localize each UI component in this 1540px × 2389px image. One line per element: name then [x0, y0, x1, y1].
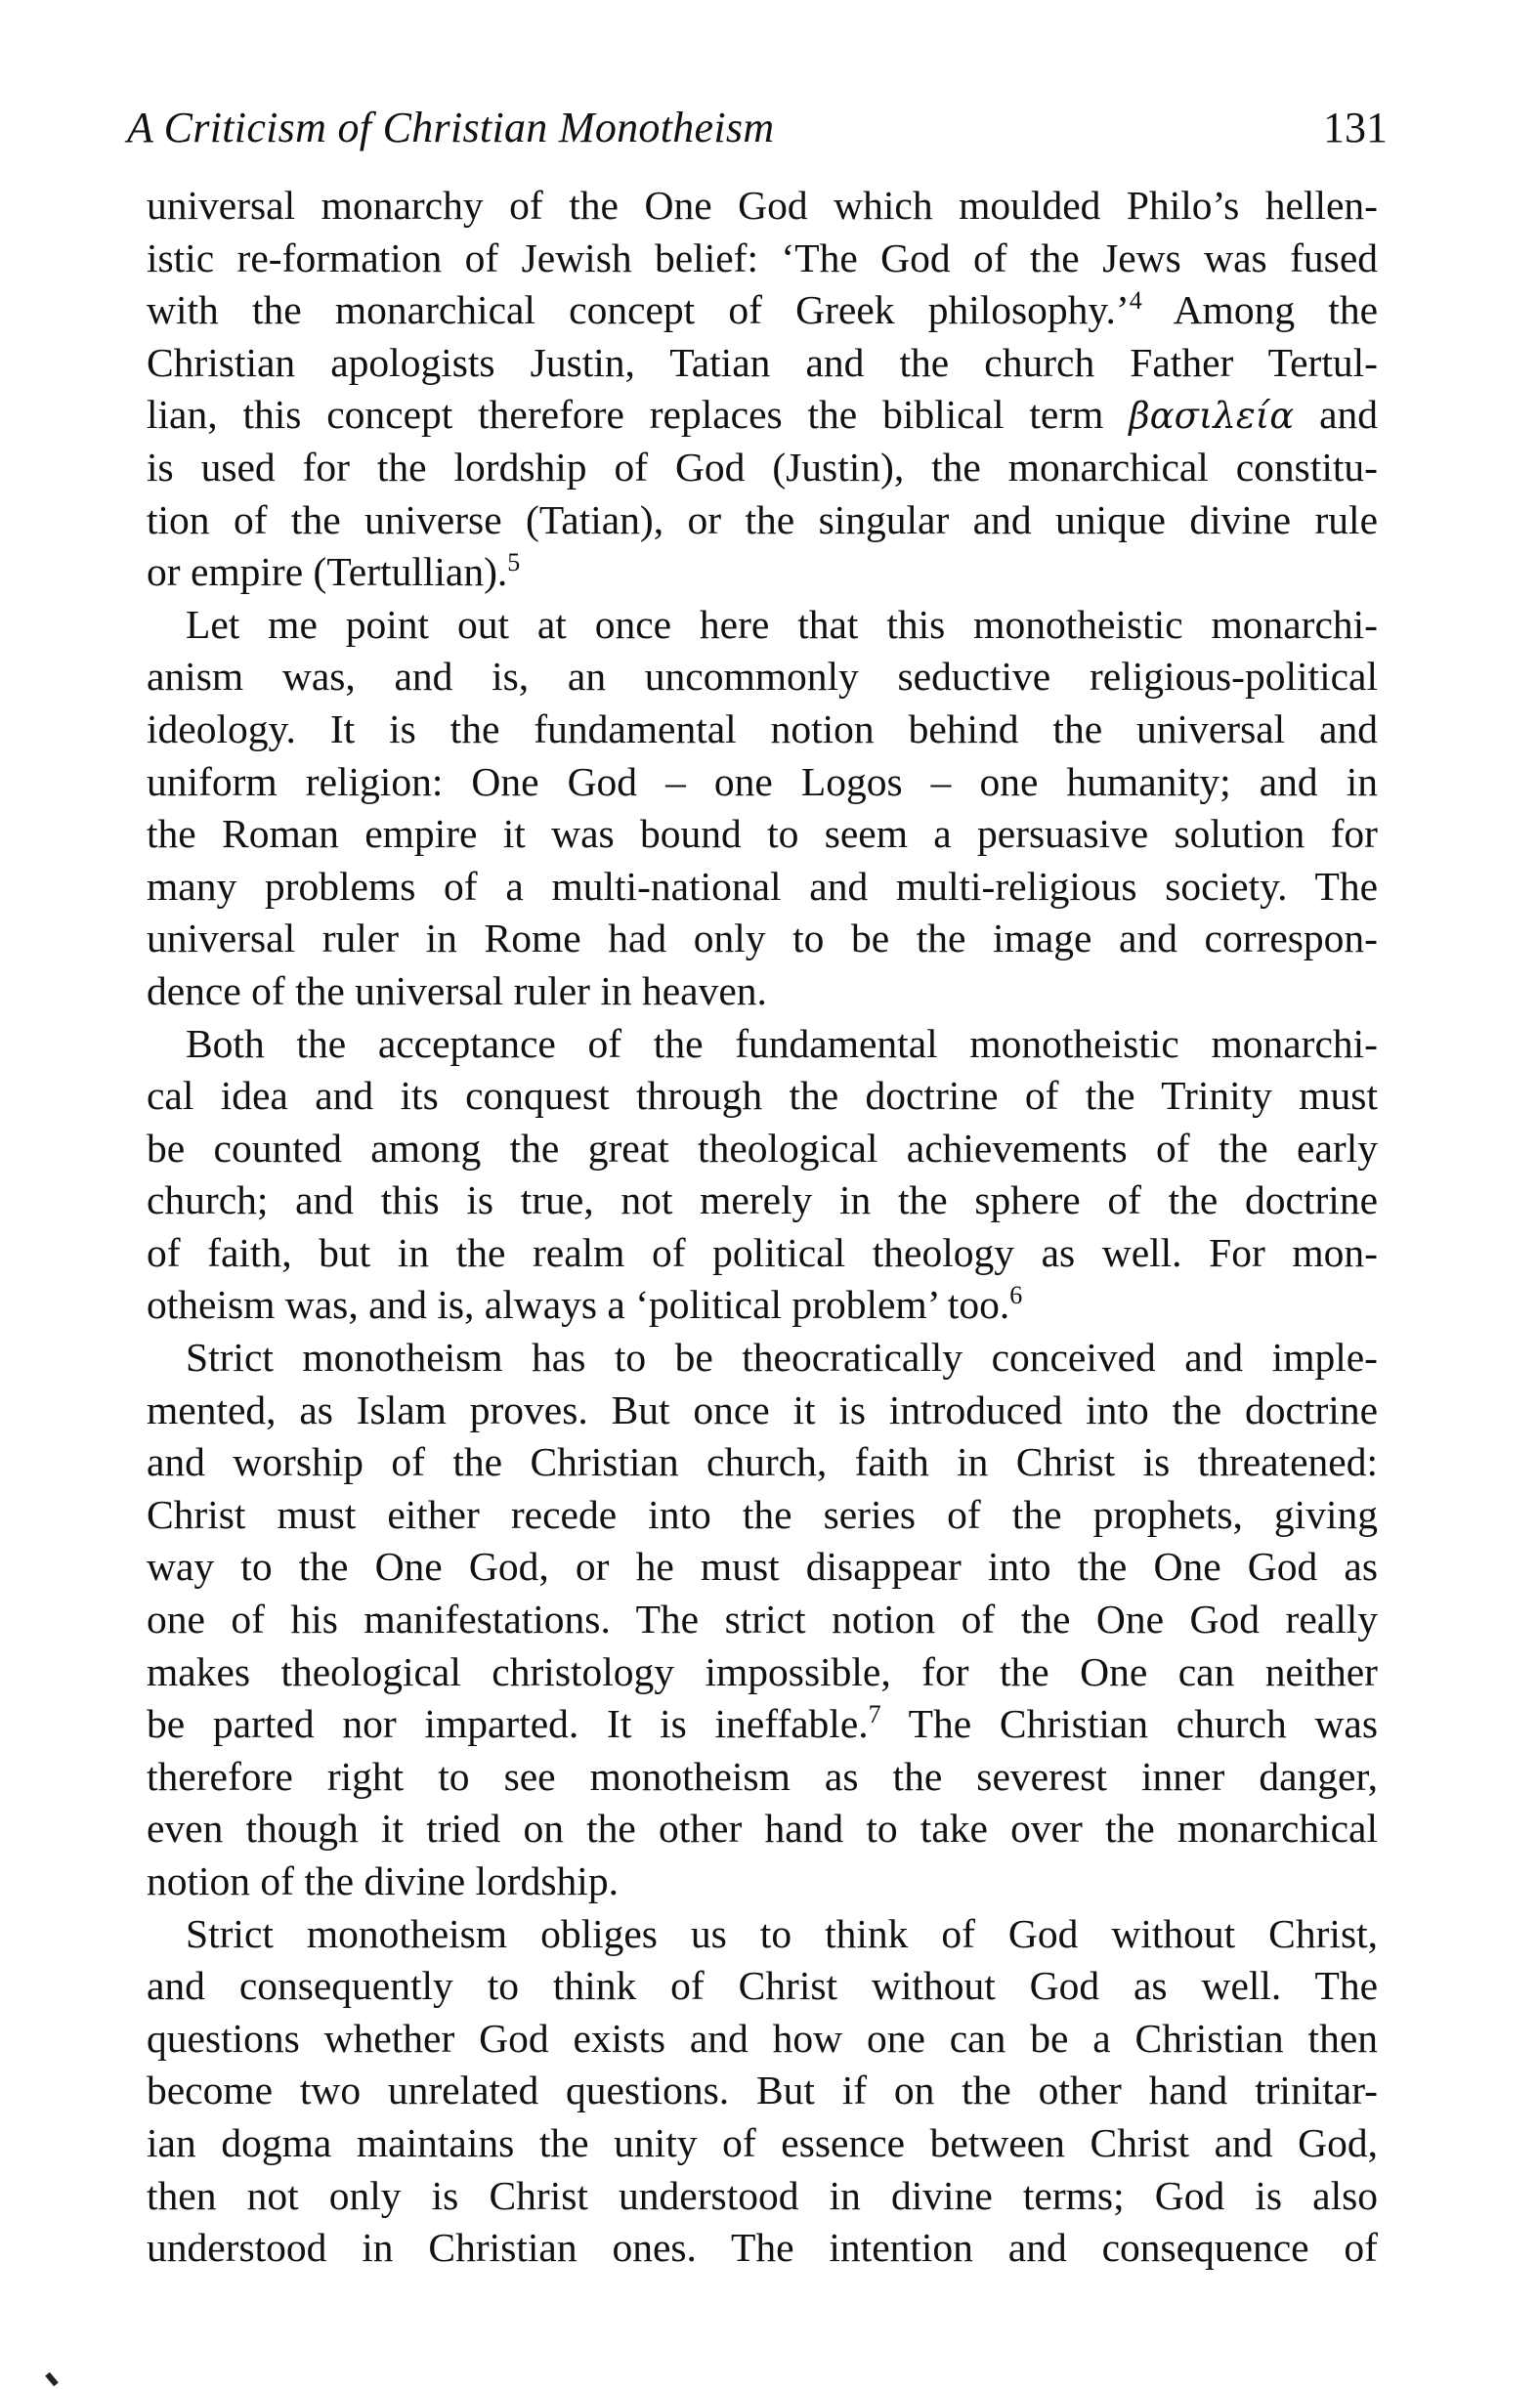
text-line: [147, 1594, 1378, 1646]
text-segment: ian dogma maintains the unity of essence between Christ and God,: [147, 2119, 1378, 2165]
text-line: [147, 651, 1378, 704]
footnote-marker: 4: [1129, 286, 1142, 316]
text-segment: tion of the universe (Tatian), or the singular and unique divine rule: [147, 496, 1378, 542]
text-segment: Strict monotheism has to be theocratically conceived and imple-: [186, 1335, 1378, 1381]
text-segment: dence of the universal ruler in heaven.: [147, 967, 767, 1013]
text-segment: and worship of the Christian church, faith in Christ is threatened:: [147, 1439, 1378, 1485]
text-segment: with the monarchical concept of Greek philosophy.’: [147, 287, 1130, 333]
text-line: [147, 861, 1378, 914]
text-line: [147, 1279, 1378, 1332]
text-line: [147, 1070, 1378, 1123]
text-segment: or empire (Tertullian).: [147, 549, 508, 595]
text-segment: Christian apologists Justin, Tatian and the church Father Tertul-: [147, 339, 1378, 385]
text-line: [147, 1856, 1378, 1908]
text-line: [147, 284, 1378, 337]
text-line: [147, 494, 1378, 547]
text-line: [147, 599, 1378, 652]
footnote-marker: 7: [868, 1700, 881, 1729]
text-segment: many problems of a multi-national and multi-religious society. The: [147, 863, 1378, 909]
text-line: [147, 1227, 1378, 1280]
text-line: [147, 442, 1378, 494]
text-segment: anism was, and is, an uncommonly seductive religious-political: [147, 654, 1378, 700]
text-line: [147, 1751, 1378, 1804]
text-segment: ideology. It is the fundamental notion behind the universal and: [147, 705, 1378, 751]
text-segment: Christ must either recede into the series of the prophets, giving: [147, 1491, 1378, 1537]
paragraph: [147, 1332, 1378, 1908]
text-line: [147, 756, 1378, 809]
text-line: [147, 913, 1378, 965]
text-segment: istic re-formation of Jewish belief: ‘The God of the Jews was fused: [147, 235, 1378, 280]
text-line: [147, 1908, 1378, 1961]
text-segment: way to the One God, or he must disappear into the One God as: [147, 1544, 1378, 1590]
text-segment: notion of the divine lordship.: [147, 1858, 619, 1903]
text-segment: universal monarchy of the One God which moulded Philo’s hellen-: [147, 183, 1378, 228]
text-segment: therefore right to see monotheism as the severest inner danger,: [147, 1753, 1378, 1799]
paragraph: [147, 1908, 1378, 2275]
text-segment: Both the acceptance of the fundamental monotheistic monarchi-: [186, 1020, 1378, 1066]
running-title: A Criticism of Christian Monotheism: [127, 104, 775, 151]
text-segment: otheism was, and is, always a ‘political problem’ too.: [147, 1282, 1010, 1328]
text-segment: lian, this concept therefore replaces the biblical term: [147, 392, 1130, 438]
text-segment: understood in Christian ones. The intention and consequence of: [147, 2225, 1378, 2271]
text-line: [147, 1385, 1378, 1437]
text-line: [147, 337, 1378, 390]
text-line: [147, 2170, 1378, 2223]
text-segment: then not only is Christ understood in divine terms; God is also: [147, 2172, 1378, 2218]
text-line: [147, 233, 1378, 285]
text-line: [147, 1436, 1378, 1489]
paragraph: [147, 180, 1378, 599]
text-segment: mented, as Islam proves. But once it is introduced into the doctrine: [147, 1386, 1378, 1432]
text-line: [147, 1018, 1378, 1071]
text-line: [147, 1698, 1378, 1751]
scan-mark: [45, 2372, 59, 2387]
text-segment: Among the: [1141, 287, 1378, 333]
text-segment: makes theological christology impossible, for the One can neither: [147, 1648, 1378, 1694]
paragraph: [147, 599, 1378, 1018]
greek-term: βασιλεία: [1129, 395, 1295, 438]
text-segment: of faith, but in the realm of political theology as well. For mon-: [147, 1229, 1378, 1275]
text-segment: is used for the lordship of God (Justin), the monarchical constitu-: [147, 444, 1378, 490]
footnote-marker: 5: [507, 548, 521, 577]
text-line: [147, 1960, 1378, 2013]
text-line: [147, 180, 1378, 233]
text-line: [147, 704, 1378, 756]
body-text: [147, 180, 1378, 2275]
text-line: [147, 2065, 1378, 2117]
page-number: 131: [1323, 104, 1388, 151]
text-segment: be counted among the great theological achievements of the early: [147, 1125, 1378, 1171]
text-segment: uniform religion: One God – one Logos – one humanity; and in: [147, 758, 1378, 804]
text-line: [147, 1646, 1378, 1699]
text-line: [147, 546, 1378, 599]
text-segment: The Christian church was: [880, 1701, 1378, 1747]
text-segment: even though it tried on the other hand to take over the monarchical: [147, 1806, 1378, 1852]
text-segment: one of his manifestations. The strict notion of the One God really: [147, 1597, 1378, 1642]
text-segment: be parted nor imparted. It is ineffable.: [147, 1701, 869, 1747]
text-line: [147, 965, 1378, 1018]
text-segment: universal ruler in Rome had only to be the image and correspon-: [147, 916, 1378, 961]
paragraph: [147, 1018, 1378, 1333]
text-segment: church; and this is true, not merely in the sphere of the doctrine: [147, 1177, 1378, 1223]
text-segment: and: [1294, 392, 1379, 438]
text-segment: become two unrelated questions. But if on the other hand trinitar-: [147, 2068, 1378, 2113]
text-line: [147, 2117, 1378, 2170]
text-line: [147, 2013, 1378, 2066]
text-segment: cal idea and its conquest through the doctrine of the Trinity must: [147, 1073, 1378, 1119]
text-line: [147, 1332, 1378, 1385]
text-line: [147, 1174, 1378, 1227]
text-line: [147, 1123, 1378, 1175]
text-line: [147, 1803, 1378, 1856]
text-segment: Strict monotheism obliges us to think of God without Christ,: [186, 1910, 1378, 1956]
footnote-marker: 6: [1009, 1281, 1023, 1310]
text-line: [147, 1489, 1378, 1542]
text-segment: Let me point out at once here that this monotheistic monarchi-: [186, 601, 1378, 647]
running-head: [127, 98, 1388, 166]
text-line: [147, 389, 1378, 442]
text-line: [147, 2222, 1378, 2275]
text-segment: questions whether God exists and how one can be a Christian then: [147, 2015, 1378, 2061]
text-line: [147, 808, 1378, 861]
text-segment: and consequently to think of Christ without God as well. The: [147, 1963, 1378, 2009]
text-line: [147, 1541, 1378, 1594]
text-segment: the Roman empire it was bound to seem a persuasive solution for: [147, 811, 1378, 857]
